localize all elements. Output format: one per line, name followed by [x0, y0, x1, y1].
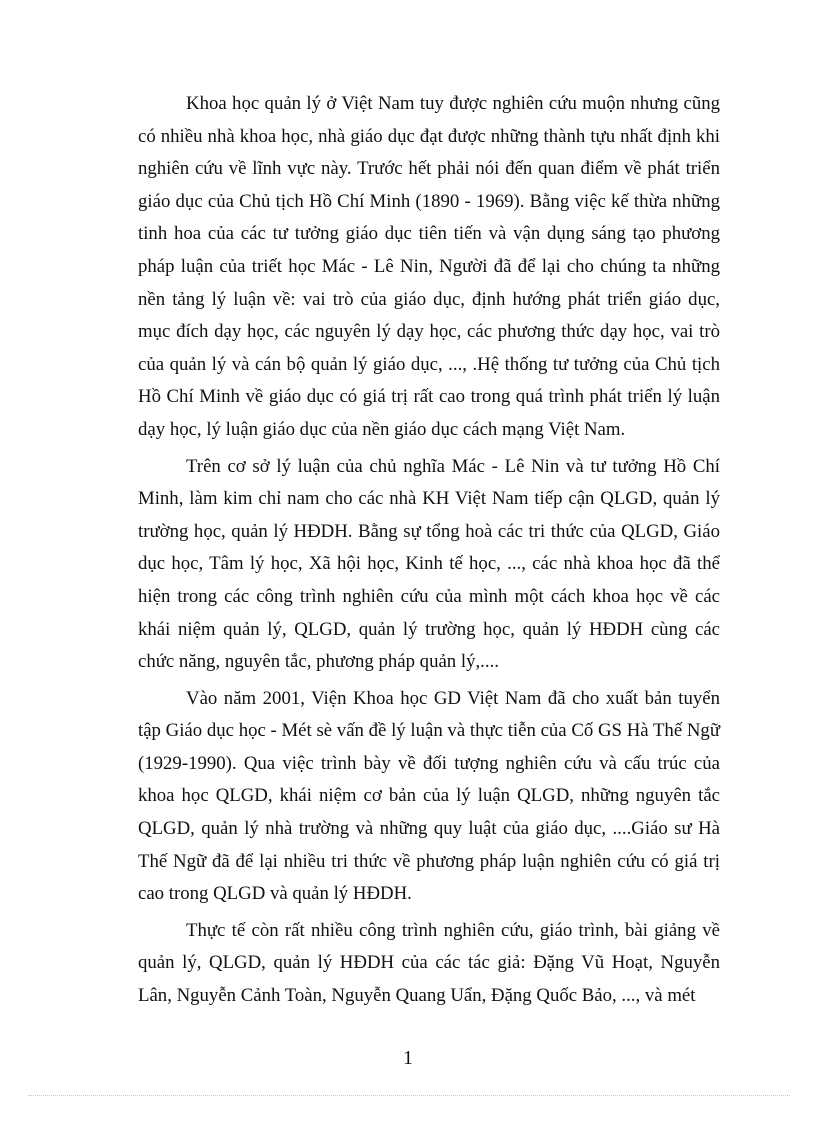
footer-divider — [28, 1095, 790, 1096]
paragraph-1: Khoa học quản lý ở Việt Nam tuy được nghiên cứu muộn nhưng cũng có nhiều nhà khoa học, nhà giáo dục đạt được những thành tựu nhất định khi nghiên cứu về lĩnh vực này. Trước hết phải nói đến quan điểm về phát triển giáo dục của Chủ tịch Hồ Chí Minh (1890 - 1969). Bằng việc kế thừa những tinh hoa của các tư tưởng giáo dục tiên tiến và vận dụng sáng tạo phương pháp luận của triết học Mác - Lê Nin, Người đã để lại cho chúng ta những nền tảng lý luận về: vai trò của giáo dục, định hướng phát triển giáo dục, mục đích dạy học, các nguyên lý dạy học, các phương thức dạy học, vai trò của quản lý và cán bộ quản lý giáo dục, ..., .Hệ thống tư tưởng của Chủ tịch Hồ Chí Minh về giáo dục có giá trị rất cao trong quá trình phát triển lý luận dạy học, lý luận giáo dục của nền giáo dục cách mạng Việt Nam. — [138, 93, 720, 440]
paragraph-3: Vào năm 2001, Viện Khoa học GD Việt Nam đã cho xuất bản tuyển tập Giáo dục học - Mét sè vấn đề lý luận và thực tiễn của Cố GS Hà Thế Ngữ (1929-1990). Qua việc trình bày về đối tượng nghiên cứu và cấu trúc của khoa học QLGD, khái niệm cơ bản của lý luận QLGD, những nguyên tắc QLGD, quản lý nhà trường và những quy luật của giáo dục, ....Giáo sư Hà Thế Ngữ đã để lại nhiều tri thức về phương pháp luận nghiên cứu có giá trị cao trong QLGD và quản lý HĐDH. — [138, 687, 720, 905]
paragraph-4: Thực tế còn rất nhiều công trình nghiên cứu, giáo trình, bài giảng về quản lý, QLGD, quản lý HĐDH của các tác giả: Đặng Vũ Hoạt, Nguyễn Lân, Nguyễn Cảnh Toàn, Nguyễn Quang Uẩn, Đặng Quốc Bảo, ..., và mét — [138, 919, 720, 1007]
document-body — [138, 88, 720, 1017]
paragraph-2: Trên cơ sở lý luận của chủ nghĩa Mác - Lê Nin và tư tưởng Hồ Chí Minh, làm kim chỉ nam cho các nhà KH Việt Nam tiếp cận QLGD, quản lý trường học, quản lý HĐDH. Bằng sự tổng hoà các tri thức của QLGD, Giáo dục học, Tâm lý học, Xã hội học, Kinh tế học, ..., các nhà khoa học đã thể hiện trong các công trình nghiên cứu của mình một cách khoa học về các khái niệm quản lý, QLGD, quản lý trường học, quản lý HĐDH cùng các chức năng, nguyên tắc, phương pháp quản lý,.... — [138, 455, 720, 673]
page-number: 1 — [403, 1047, 413, 1069]
